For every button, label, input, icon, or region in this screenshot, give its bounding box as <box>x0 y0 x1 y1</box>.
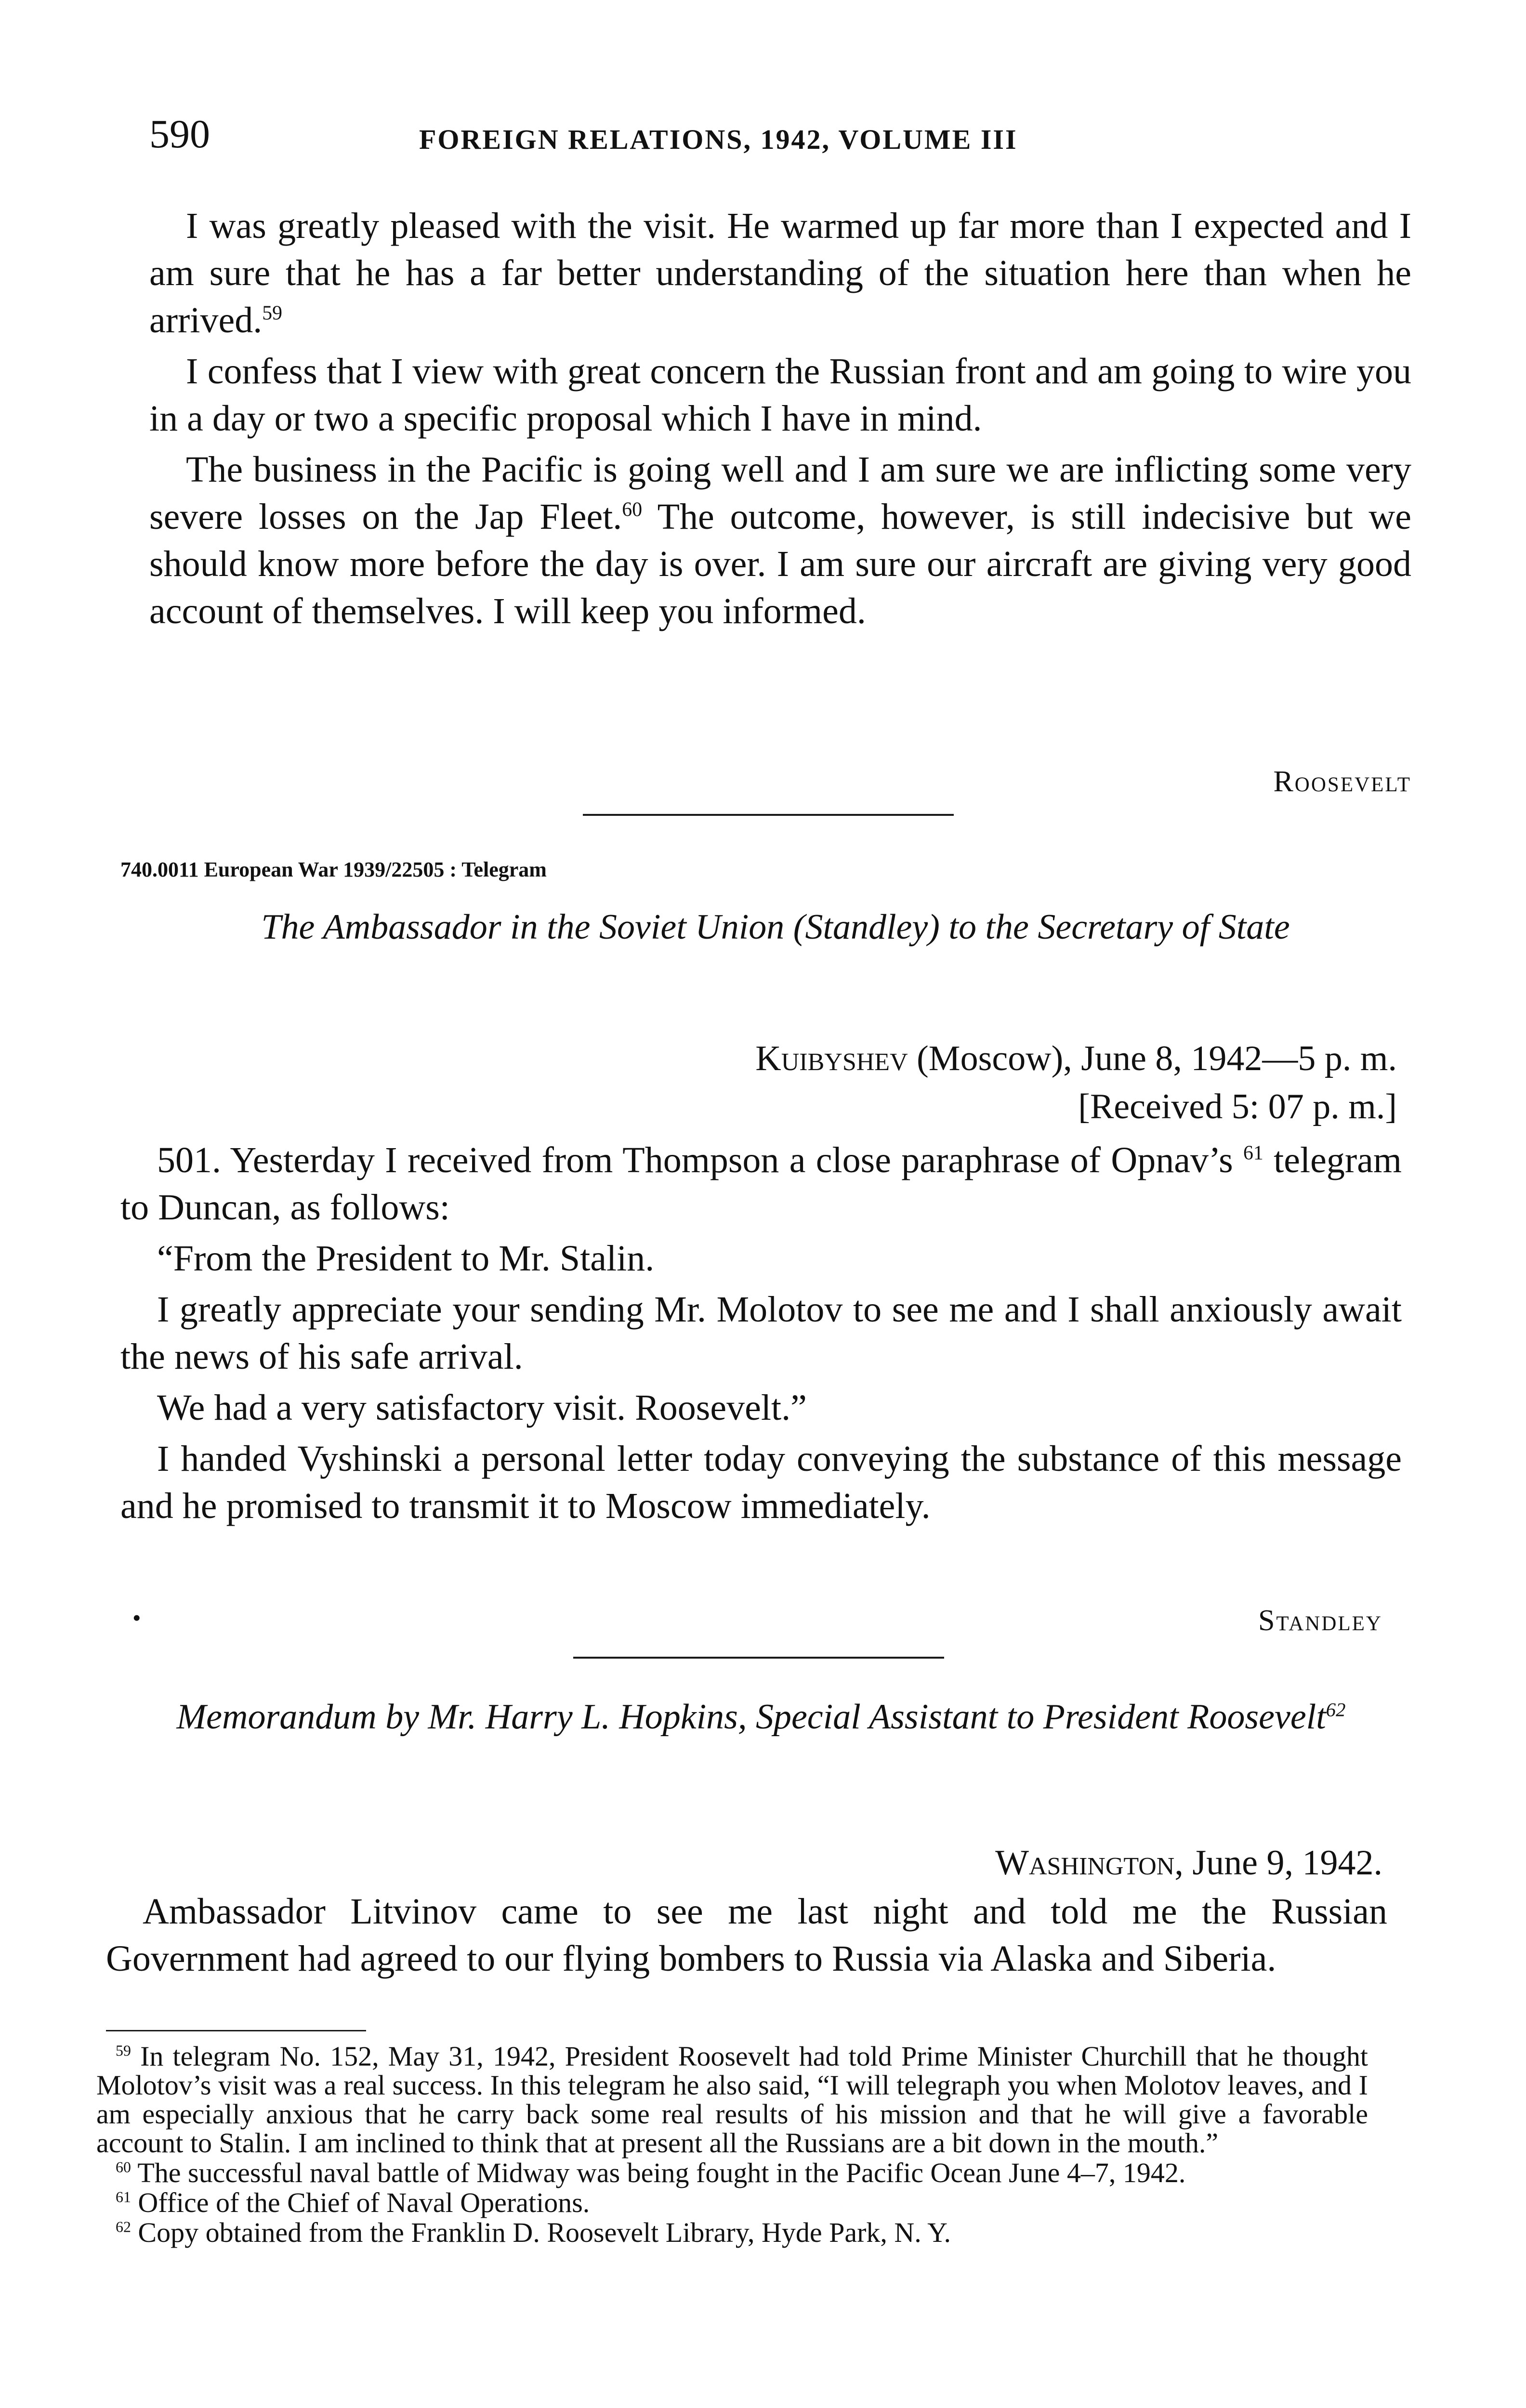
memo-title: Memorandum by Mr. Harry L. Hopkins, Special Assistant to President Roosevelt$^{62}$ <box>176 1697 1346 1737</box>
memo-body <box>106 1888 1387 1986</box>
quote-line: We had a very satisfactory visit. Roosevelt.” <box>157 1387 807 1428</box>
signature-roosevelt: Roosevelt <box>1273 765 1411 798</box>
footnote-ref: 59 <box>262 302 282 325</box>
memo-paragraph: Ambassador Litvinov came to see me last night and told me the Russian Government had agreed to our flying bombers to Russia via Alaska and Siberia. <box>106 1891 1387 1979</box>
footnotes <box>96 2042 1368 2248</box>
letter-paragraph: I was greatly pleased with the visit. He warmed up far more than I expected and I am sure that he has a far better understanding of the situation here than when he arrived.$^{59}$ <box>149 206 1411 340</box>
telegram-dateline: Kuibyshev (Moscow), June 8, 1942—5 p. m. <box>755 1039 1397 1078</box>
stray-mark: • <box>132 1604 141 1631</box>
footnote-ref: 60 <box>622 498 643 521</box>
footnote-ref: 62 <box>1326 1699 1346 1721</box>
file-reference: 740.0011 European War 1939/22505 : Telegram <box>120 858 547 881</box>
footnote: $^{59}$ In telegram No. 152, May 31, 1942, President Roosevelt had told Prime Minister Churchill that he thought Molotov’s visit was a real success. In this telegram he also said, “I will telegraph you when Molotov leaves, and I am especially anxious that he carry back some real results of his mission and that he will give a favorable account to Stalin. I am inclined to think that at present all the Russians are a bit down in the mouth.” <box>96 2041 1368 2159</box>
footnote: $^{60}$ The successful naval battle of Midway was being fought in the Pacific Ocean June 4–7, 1942. <box>116 2157 1186 2188</box>
footnote-ref: 61 <box>1243 1142 1263 1165</box>
footnote-rule <box>106 2030 366 2031</box>
page-number: 590 <box>149 112 210 157</box>
letter-paragraph: The business in the Pacific is going well and I am sure we are inflicting some very severe losses on the Jap Fleet.$^{60}$ The outcome, however, is still indecisive but we should know more before the day is over. I am sure our aircraft are giving very good account of themselves. I will keep you informed. <box>149 449 1411 631</box>
letter-end <box>149 202 1411 639</box>
page-header <box>149 111 1402 169</box>
letter-paragraph: I confess that I view with great concern the Russian front and am going to wire you in a day or two a specific proposal which I have in mind. <box>149 351 1411 439</box>
received-time: [Received 5: 07 p. m.] <box>1078 1087 1397 1126</box>
quote-line: “From the President to Mr. Stalin. <box>157 1238 655 1279</box>
signature-standley: Standley <box>1258 1604 1382 1637</box>
section-divider <box>573 1657 944 1659</box>
footnote: $^{61}$ Office of the Chief of Naval Operations. <box>116 2187 590 2218</box>
running-title: FOREIGN RELATIONS, 1942, VOLUME III <box>419 124 1018 155</box>
telegram-paragraph: 501. Yesterday I received from Thompson a close paraphrase of Opnav’s $^{61}$ telegram to Duncan, as follows: <box>120 1140 1402 1228</box>
telegram-paragraph: I handed Vyshinski a personal letter today conveying the substance of this message and he promised to transmit it to Moscow immediately. <box>120 1439 1402 1526</box>
memo-dateline: Washington, June 9, 1942. <box>995 1843 1382 1883</box>
footnote: $^{62}$ Copy obtained from the Franklin D. Roosevelt Library, Hyde Park, N. Y. <box>116 2217 951 2248</box>
section-divider <box>583 814 954 816</box>
telegram-body <box>120 1137 1402 1533</box>
telegram-title: The Ambassador in the Soviet Union (Standley) to the Secretary of State <box>261 907 1290 947</box>
quote-line: I greatly appreciate your sending Mr. Molotov to see me and I shall anxiously await the news of his safe arrival. <box>120 1289 1402 1377</box>
